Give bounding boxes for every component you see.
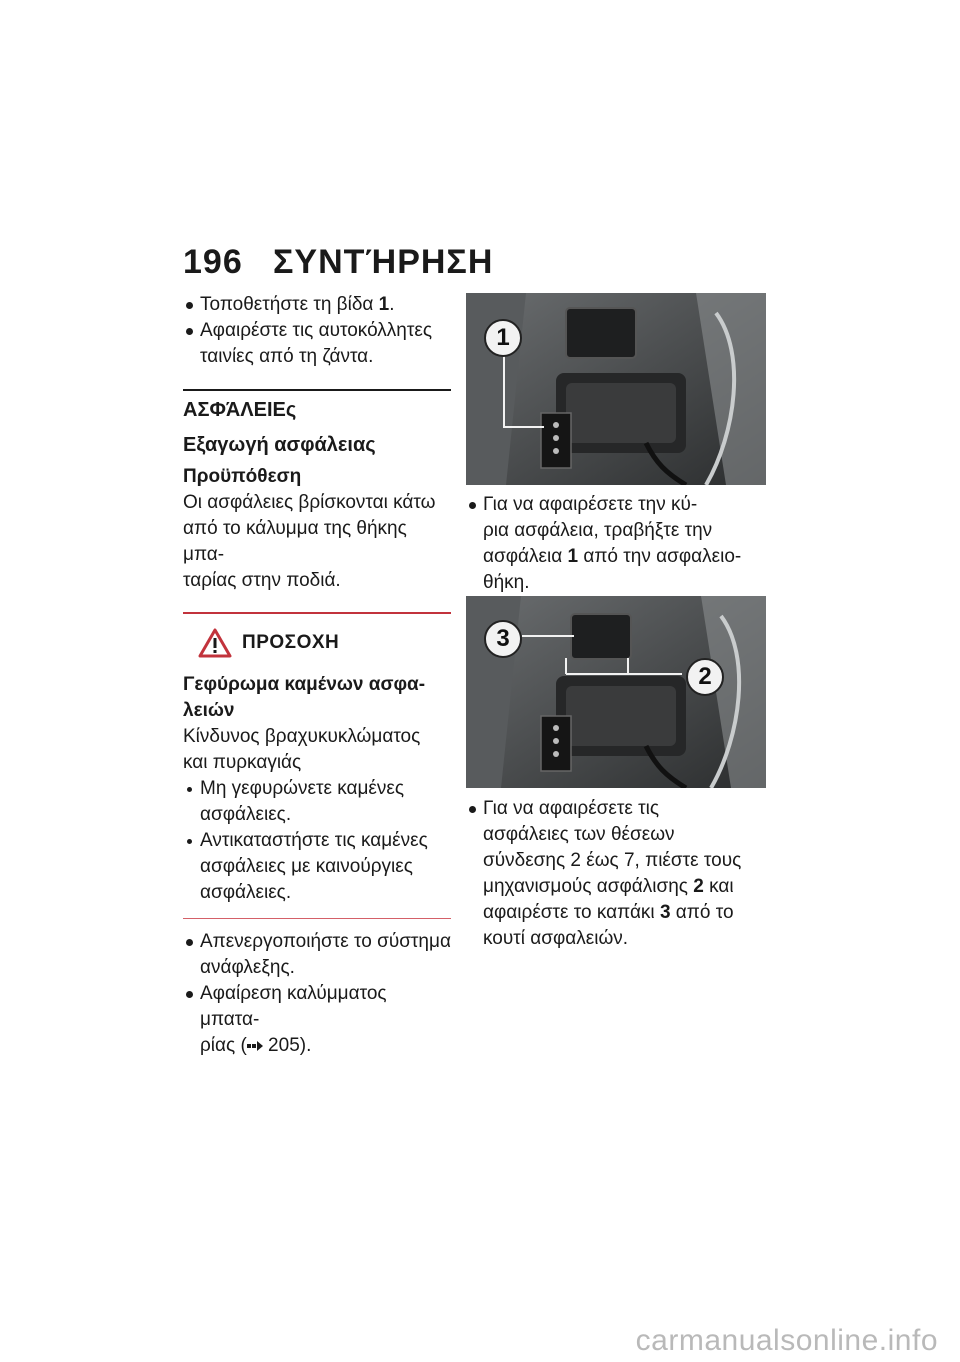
subsection-title: Εξαγωγή ασφάλειας xyxy=(183,434,376,456)
warning-bottom-rule xyxy=(183,918,451,919)
left-column xyxy=(183,292,451,1059)
figure-fuse-box-1 xyxy=(466,293,766,485)
warning-risk: Κίνδυνος βραχυκυκλώματος και πυρκαγιάς xyxy=(183,726,421,773)
arrow-right-icon xyxy=(247,1040,263,1052)
warning-label: ΠΡΟΣΟΧΗ xyxy=(242,632,340,653)
precondition-title: Προϋπόθεση xyxy=(183,466,302,487)
section-divider xyxy=(183,389,451,391)
precondition-text: Οι ασφάλειες βρίσκονται κάτω από το κάλυμμα της θήκης μπα- ταρίας στην ποδιά. xyxy=(183,492,436,591)
right-step-2 xyxy=(466,796,766,952)
list-item: Αφαίρεση καλύμματος μπατα- ρίας ( 205). xyxy=(183,981,451,1059)
list-item: Για να αφαιρέσετε την κύ- ρια ασφάλεια, τραβήξτε την ασφάλεια 1 από την ασφαλειο- θήκη. xyxy=(466,492,766,596)
warning-heading: Γεφύρωμα καμένων ασφα- λειών xyxy=(183,674,426,721)
callout-1: 1 xyxy=(484,319,522,357)
right-step-1 xyxy=(466,492,766,596)
list-item: Τοποθετήστε τη βίδα 1. xyxy=(183,292,451,318)
list-item: Μη γεφυρώνετε καμένες ασφάλειες. xyxy=(183,776,451,828)
list-item: Για να αφαιρέσετε τις ασφάλειες των θέσεων σύνδεσης 2 έως 7, πιέστε τους μηχανισμούς ασφάλισης 2 και αφαιρέστε το καπάκι 3 από το κουτί ασφαλειών. xyxy=(466,796,766,952)
callout-2: 2 xyxy=(686,658,724,696)
chapter-title: ΣΥΝΤΉΡΗΣΗ xyxy=(273,243,494,281)
warning-box xyxy=(183,628,451,906)
watermark: carmanualsonline.info xyxy=(635,1324,938,1357)
section-title: ΑΣΦΆΛΕΙΕς xyxy=(183,399,297,421)
warning-top-rule xyxy=(183,612,451,614)
list-item: Απενεργοποιήστε το σύστημα ανάφλεξης. xyxy=(183,929,451,981)
callout-3: 3 xyxy=(484,620,522,658)
list-item: Αφαιρέστε τις αυτοκόλλητες ταινίες από τη ζάντα. xyxy=(183,318,451,370)
warning-triangle-icon xyxy=(198,628,232,658)
page-number: 196 xyxy=(183,243,243,281)
figure-fuse-box-2 xyxy=(466,596,766,788)
list-item: Αντικαταστήστε τις καμένες ασφάλειες με καινούργιες ασφάλειες. xyxy=(183,828,451,906)
warning-header xyxy=(183,628,451,658)
page-reference-link[interactable]: 205). xyxy=(262,1035,312,1056)
steps xyxy=(183,929,451,1059)
